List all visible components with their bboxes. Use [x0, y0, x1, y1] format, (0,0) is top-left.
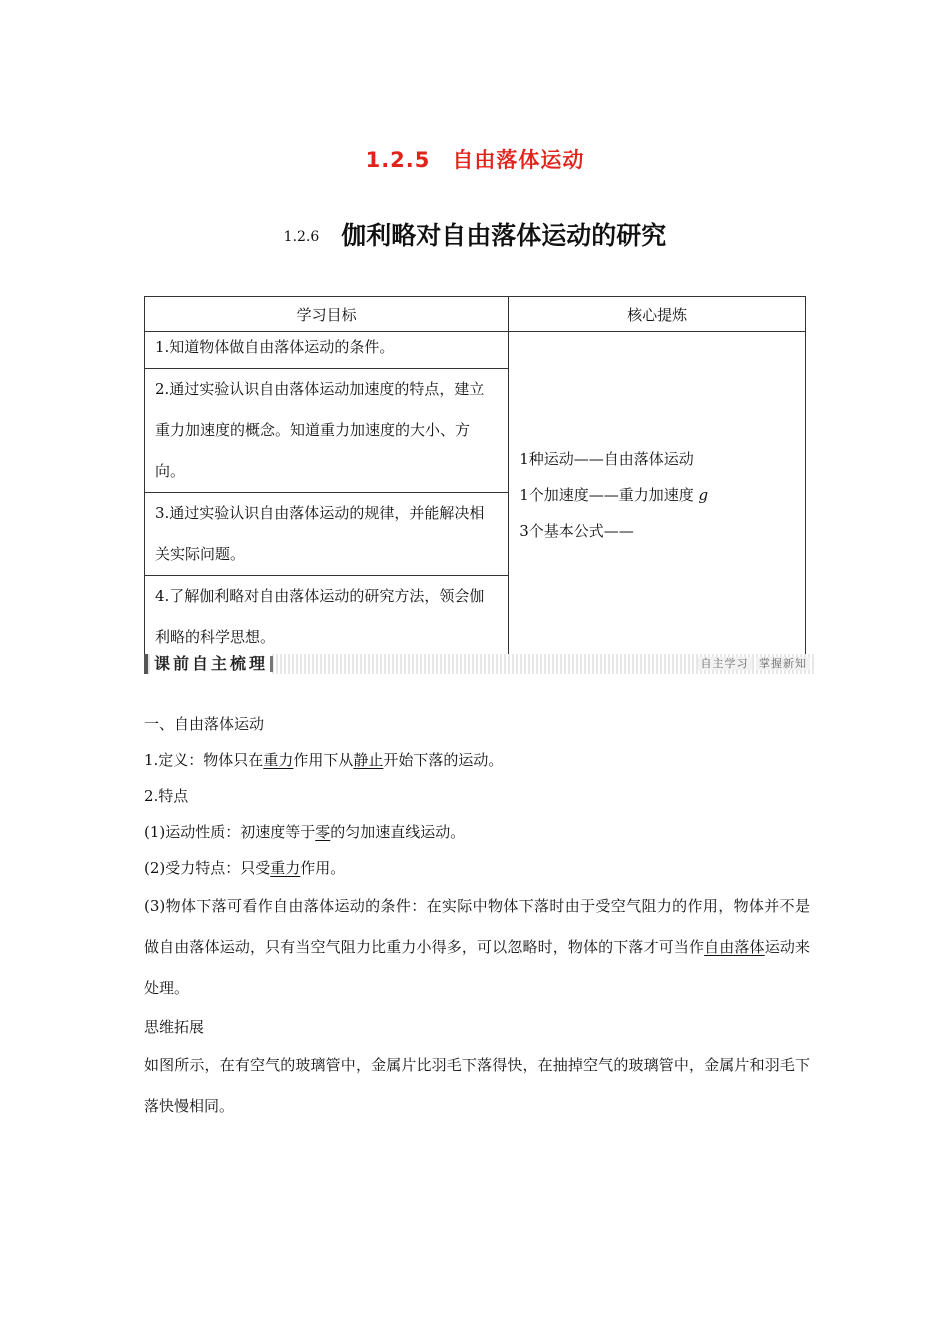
lesson-number: 1.2.6 [283, 229, 320, 245]
core-summary-cell [509, 332, 806, 659]
section-title: 1.2.5 自由落体运动 [365, 148, 585, 172]
banner-right-label [698, 655, 811, 673]
extension-title: 思维拓展 [144, 1018, 205, 1036]
banner-right-b: 掌握新知 [756, 657, 810, 670]
feature-1 [144, 814, 810, 850]
objective-3: 3.通过实验认识自由落体运动的规律，并能解决相关实际问题。 [145, 493, 509, 576]
banner-right-a: 自主学习 [698, 657, 752, 670]
f3-text-c: 运动来处理。 [144, 938, 810, 997]
banner-left-mark [144, 654, 148, 674]
feature-2 [144, 850, 810, 886]
header-core-summary: 核心提炼 [509, 297, 806, 332]
core-line-2 [519, 477, 795, 513]
objective-2: 2.通过实验认识自由落体运动加速度的特点，建立重力加速度的概念。知道重力加速度的大小、方向。 [145, 369, 509, 493]
f3-text-a: (3)物体下落可看作自由落体运动的条件：在实际中物体下落时由于受空气阻力的作用，物体并不是做自由落体运动，只有当空气阻力比重力小得多，可以忽略时，物体的下落才可当作 [144, 897, 810, 956]
core-line-2-text: 1个加速度——重力加速度 [519, 486, 694, 504]
f2-answer-gravity: 重力 [270, 859, 301, 877]
f3-answer-free-fall: 自由落体 [704, 938, 765, 956]
extension-text: 如图所示，在有空气的玻璃管中，金属片比羽毛下落得快，在抽掉空气的玻璃管中，金属片和羽毛下落快慢相同。 [144, 1056, 810, 1115]
definition-line [144, 742, 810, 778]
objective-4: 4.了解伽利略对自由落体运动的研究方法，领会伽利略的科学思想。 [145, 576, 509, 659]
def-text-c: 作用下从 [293, 751, 354, 769]
def-answer-rest: 静止 [353, 751, 384, 769]
f1-answer-zero: 零 [315, 823, 331, 841]
f2-text-c: 作用。 [300, 859, 346, 877]
gravity-symbol: g [698, 486, 709, 504]
def-answer-gravity: 重力 [263, 751, 294, 769]
banner-label: 课前自主梳理 [150, 654, 272, 674]
table-header-row [145, 297, 806, 332]
heading-free-fall: 一、自由落体运动 [144, 715, 265, 733]
def-text-a: 1.定义：物体只在 [144, 751, 264, 769]
objective-1: 1.知道物体做自由落体运动的条件。 [145, 332, 509, 369]
f1-text-c: 的匀加速直线运动。 [330, 823, 466, 841]
feature-3 [144, 886, 810, 1009]
header-learning-goals: 学习目标 [145, 297, 509, 332]
content-body [144, 706, 810, 1127]
objectives-table [144, 296, 806, 659]
def-text-e: 开始下落的运动。 [383, 751, 504, 769]
table-row [145, 332, 806, 369]
f2-text-a: (2)受力特点：只受 [144, 859, 271, 877]
features-heading: 2.特点 [144, 787, 189, 805]
core-line-3: 3个基本公式—— [519, 522, 634, 540]
core-line-1: 1种运动——自由落体运动 [519, 450, 694, 468]
f1-text-a: (1)运动性质：初速度等于 [144, 823, 316, 841]
lesson-title-text: 伽利略对自由落体运动的研究 [341, 221, 667, 250]
banner-separator [270, 656, 273, 672]
lesson-title [0, 216, 950, 252]
section-banner [144, 654, 814, 674]
